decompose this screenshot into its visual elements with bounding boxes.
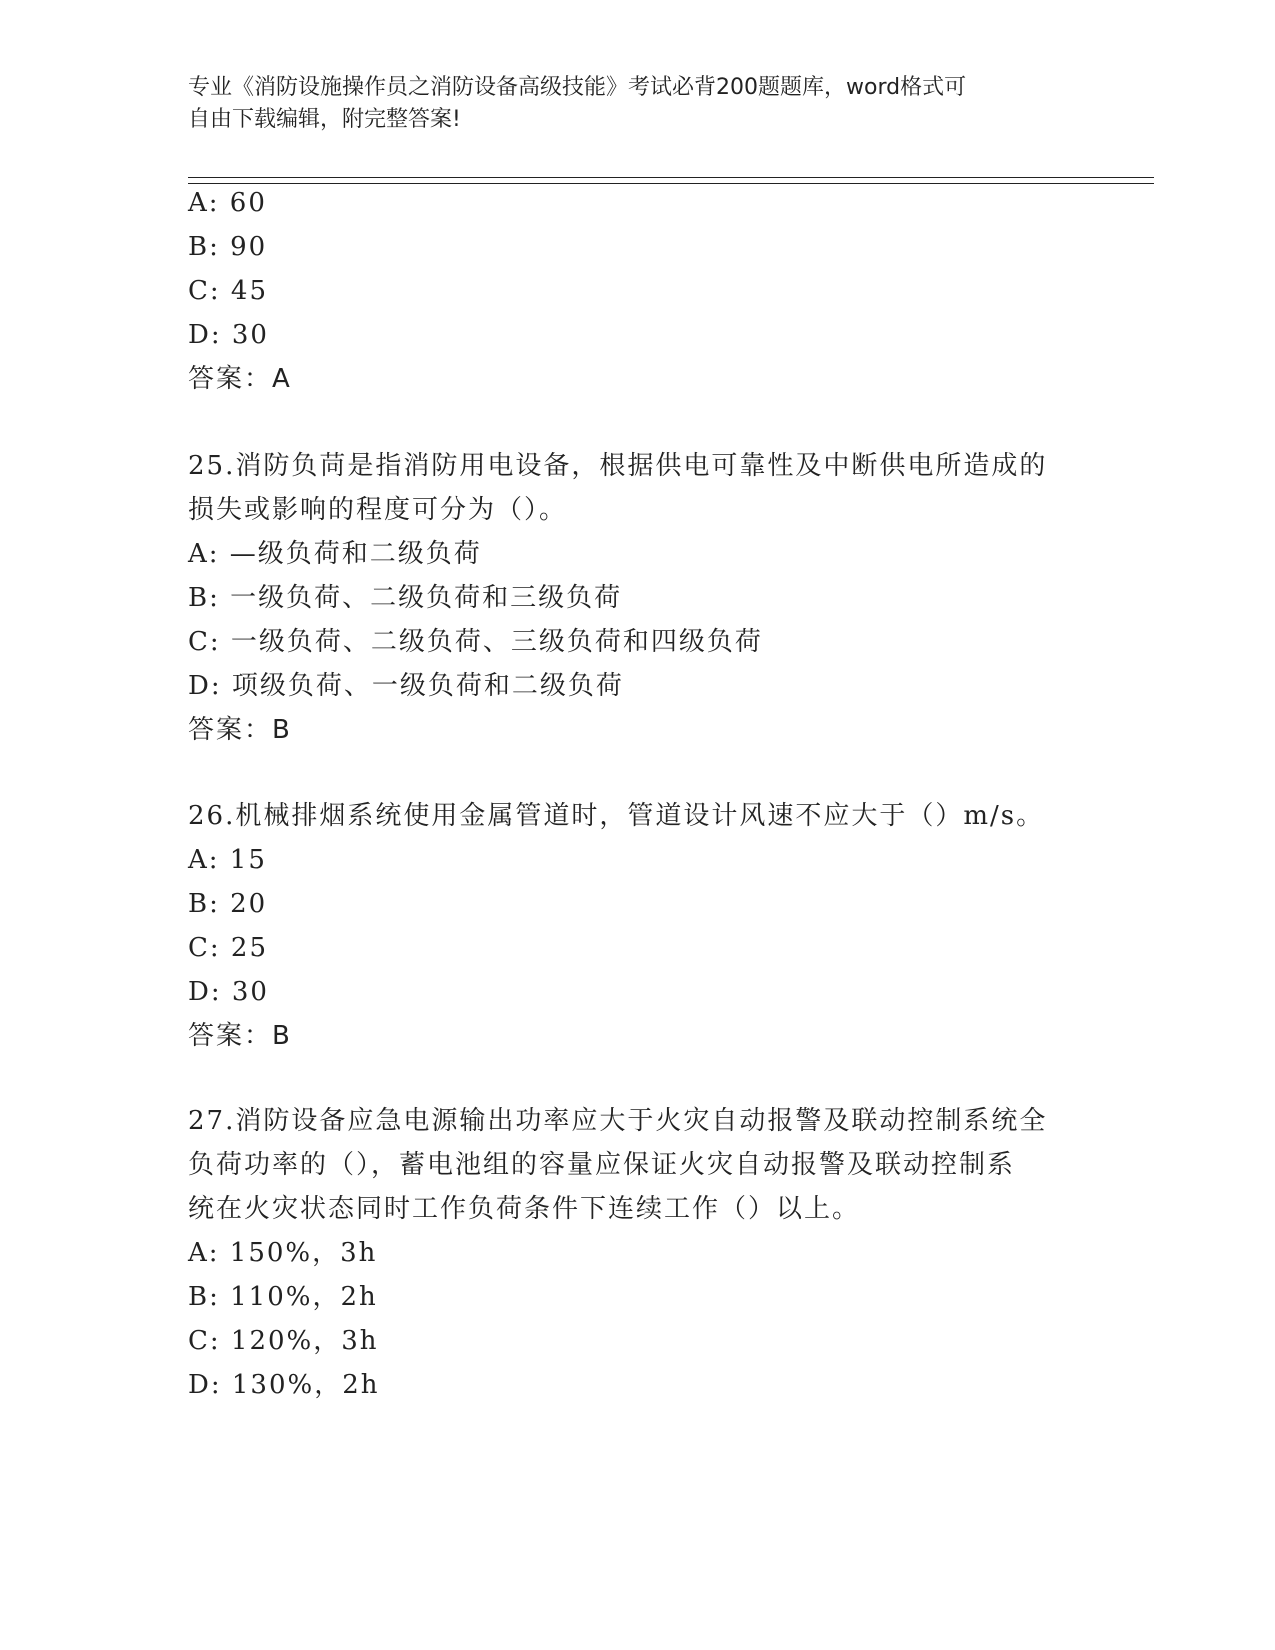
q24-option-b: B: 90 [188, 232, 268, 262]
q25-stem-line-1: 25.消防负苘是指消防用电设备，根据供电可靠性及中断供电所造成的 [188, 451, 1048, 481]
q24-option-d: D: 30 [188, 320, 269, 350]
q25-option-b: B: 一级负荷、二级负荷和三级负荷 [188, 583, 623, 613]
q27-stem-line-1: 27.消防设备应急电源输出功率应大于火灾自动报警及联动控制系统全 [188, 1106, 1048, 1136]
q25-option-d: D: 项级负荷、一级负荷和二级负荷 [188, 671, 624, 701]
q27-stem-line-2: 负荷功率的（），蓄电池组的容量应保证火灾自动报警及联动控制系 [188, 1150, 1016, 1180]
q26-option-a: A: 15 [188, 845, 267, 875]
q25-answer: 答案：B [188, 715, 292, 745]
q24-option-a: A: 60 [188, 188, 267, 218]
document-header [188, 72, 1088, 136]
q25-option-c: C: 一级负荷、二级负荷、三级负荷和四级负荷 [188, 627, 763, 657]
q26-option-b: B: 20 [188, 889, 268, 919]
q25-option-a: A: —级负荷和二级负荷 [188, 539, 482, 569]
q26-option-d: D: 30 [188, 977, 269, 1007]
q25-stem-line-2: 损失或影响的程度可分为（）。 [188, 495, 568, 525]
header-divider-bottom [188, 183, 1154, 184]
q27-option-d: D: 130%，2h [188, 1370, 380, 1400]
q27-option-a: A: 150%，3h [188, 1238, 378, 1268]
q27-option-b: B: 110%，2h [188, 1282, 378, 1312]
q26-stem-line-1: 26.机械排烟系统使用金属管道时，管道设计风速不应大于（）m/s。 [188, 801, 1045, 831]
q26-answer: 答案：B [188, 1021, 292, 1051]
header-line-1: 专业《消防设施操作员之消防设备高级技能》考试必背200题题库，word格式可 [188, 75, 967, 100]
header-divider-top [188, 177, 1154, 178]
q24-option-c: C: 45 [188, 276, 269, 306]
q27-option-c: C: 120%，3h [188, 1326, 379, 1356]
q24-answer: 答案：A [188, 364, 292, 394]
header-line-2: 自由下载编辑，附完整答案! [188, 107, 461, 132]
q27-stem-line-3: 统在火灾状态同时工作负荷条件下连续工作（）以上。 [188, 1194, 861, 1224]
q26-option-c: C: 25 [188, 933, 269, 963]
